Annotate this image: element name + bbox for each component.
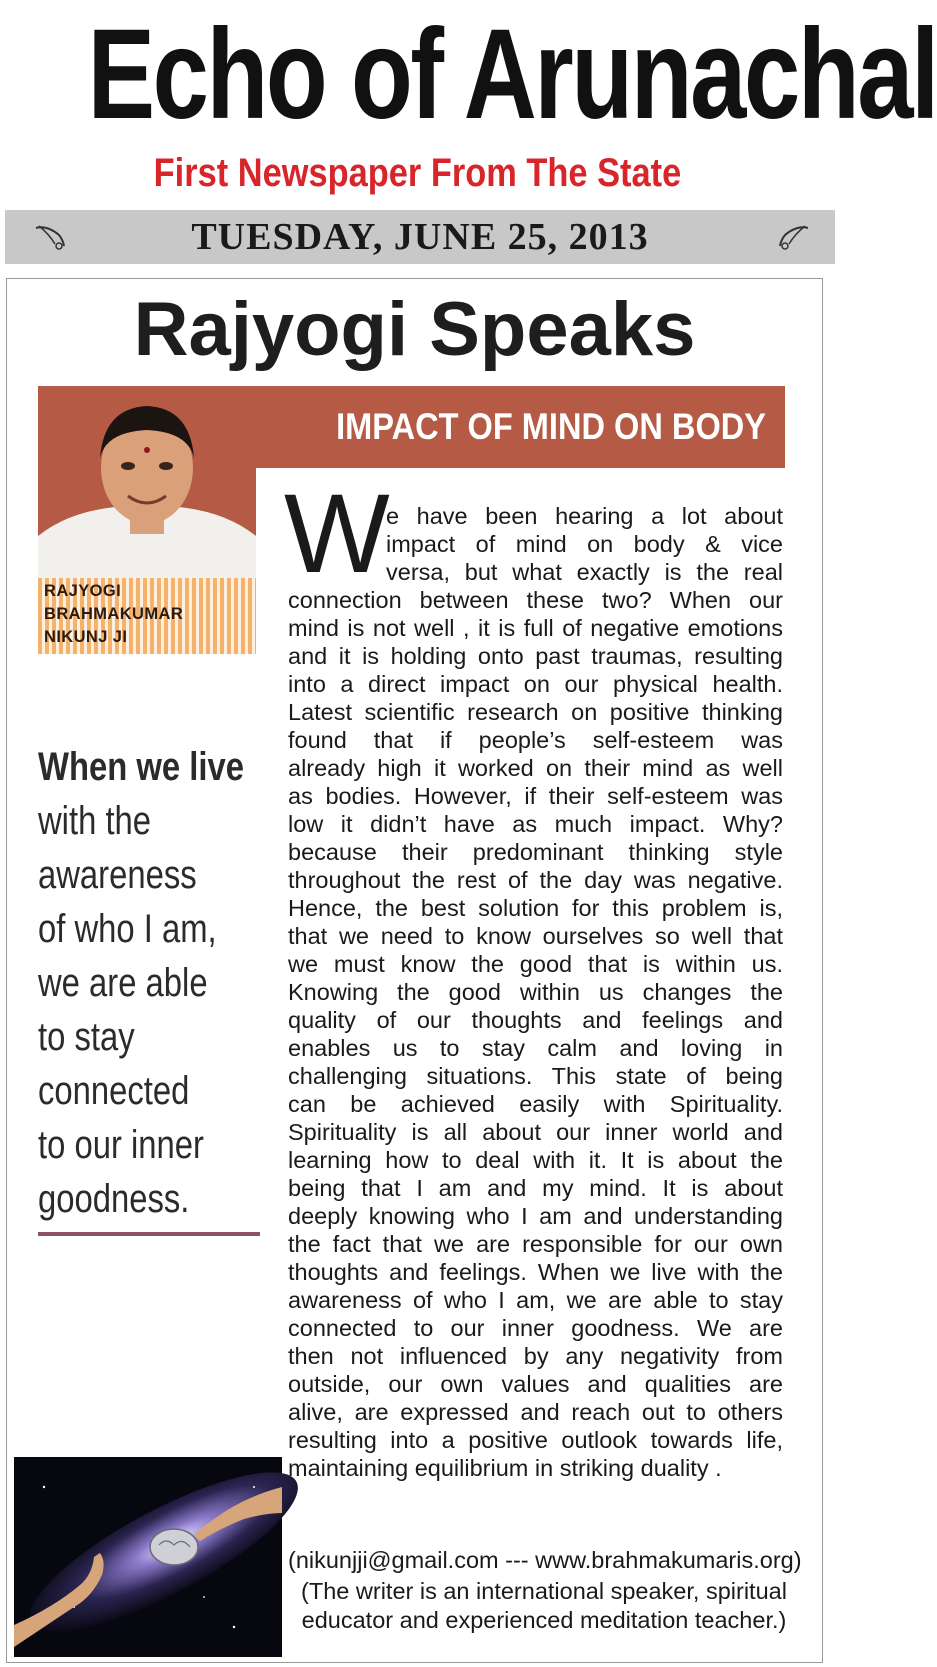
body-line: mind is not well , it is full of negative emotions [288, 615, 783, 641]
masthead-tagline: First Newspaper From The State [153, 151, 682, 195]
body-line: Spirituality is all about our inner world and [288, 1119, 783, 1145]
body-line: then not influenced by any negativity from [288, 1343, 783, 1369]
pull-quote-line: we are able [38, 961, 208, 1005]
pull-quote-line: goodness. [38, 1177, 190, 1221]
writer-bio-line: (The writer is an international speaker, spiritual [301, 1578, 787, 1604]
contact-line: (nikunjji@gmail.com --- www.brahmakumaris.org) [288, 1547, 802, 1573]
author-line: RAJYOGI [44, 582, 122, 600]
body-line: we must know the good that is within us. [288, 951, 783, 977]
author-portrait-image [38, 386, 256, 580]
body-line: outside, our own values and qualities are [288, 1371, 783, 1397]
body-line: being that I am and my mind. It is about [288, 1175, 783, 1201]
body-line: maintaining equilibrium in striking duality . [288, 1455, 722, 1481]
body-line: thoughts and feelings. When we live with the [288, 1259, 783, 1285]
body-line: enables us to stay calm and loving in [288, 1035, 783, 1061]
pull-quote-line: to stay [38, 1015, 135, 1059]
column-title: Rajyogi Speaks [133, 287, 696, 372]
article-headline: IMPACT OF MIND ON BODY [336, 406, 766, 447]
body-line: connection between these two? When our [288, 587, 783, 613]
pull-quote-rule [38, 1232, 260, 1236]
pull-quote-line: connected [38, 1069, 190, 1113]
body-line: versa, but what exactly is the real [386, 559, 783, 585]
galaxy-hands-illustration [14, 1457, 282, 1657]
cosmic-hands-image [14, 1457, 282, 1657]
quill-pen-icon [777, 222, 811, 252]
pull-quote-line: awareness [38, 853, 197, 897]
body-line: the fact that we are responsible for our own [288, 1231, 783, 1257]
body-line: learning how to deal with it. It is about the [288, 1147, 783, 1173]
body-line: Knowing the good within us changes the [288, 979, 783, 1005]
body-line: that we need to know ourselves so well that [288, 923, 783, 949]
pull-quote [38, 740, 244, 1226]
body-line: awareness of who I am, we are able to stay [288, 1287, 783, 1313]
body-line: throughout the rest of the day was negative. [288, 867, 783, 893]
body-line: as bodies. However, if their self-esteem was [288, 783, 783, 809]
author-line: NIKUNJ JI [44, 628, 128, 646]
body-line: because their predominant thinking style [288, 839, 783, 865]
body-line: and it is holding onto past traumas, resulting [288, 643, 783, 669]
drop-cap: W [284, 471, 390, 596]
pull-quote-line: with the [38, 799, 152, 843]
body-line: alive, are expressed and reach out to others [288, 1399, 783, 1425]
body-line: quality of our thoughts and feelings and [288, 1007, 783, 1033]
author-photo [38, 386, 256, 580]
pull-quote-line: of who I am, [38, 907, 217, 951]
body-line: deeply knowing who I am and understanding [288, 1203, 783, 1229]
body-line: connected to our inner goodness. We are [288, 1315, 783, 1341]
body-line: already high it worked on their mind as well [288, 755, 783, 781]
pull-quote-lead: When we live [38, 745, 244, 789]
body-line: resulting into a positive outlook towards life, [288, 1427, 783, 1453]
masthead-title: Echo of Arunachal [87, 3, 937, 146]
body-line: impact of mind on body & vice [386, 531, 783, 557]
body-line: found that if people’s self-esteem was [288, 727, 783, 753]
body-line: low it didn’t have as much impact. Why? [288, 811, 783, 837]
body-line: into a direct impact on our physical health. [288, 671, 783, 697]
body-line: Latest scientific research on positive thinking [288, 699, 783, 725]
body-line: can be achieved easily with Spirituality. [288, 1091, 783, 1117]
date-bar [5, 210, 835, 264]
body-line: Hence, the best solution for this problem is, [288, 895, 783, 921]
writer-bio-line: educator and experienced meditation teacher.) [301, 1607, 787, 1633]
author-byline [38, 578, 256, 654]
pull-quote-line: to our inner [38, 1123, 204, 1167]
body-line: challenging situations. This state of being [288, 1063, 783, 1089]
body-line: e have been hearing a lot about [386, 503, 783, 529]
issue-date: TUESDAY, JUNE 25, 2013 [191, 216, 649, 258]
author-line: BRAHMAKUMAR [44, 605, 184, 623]
